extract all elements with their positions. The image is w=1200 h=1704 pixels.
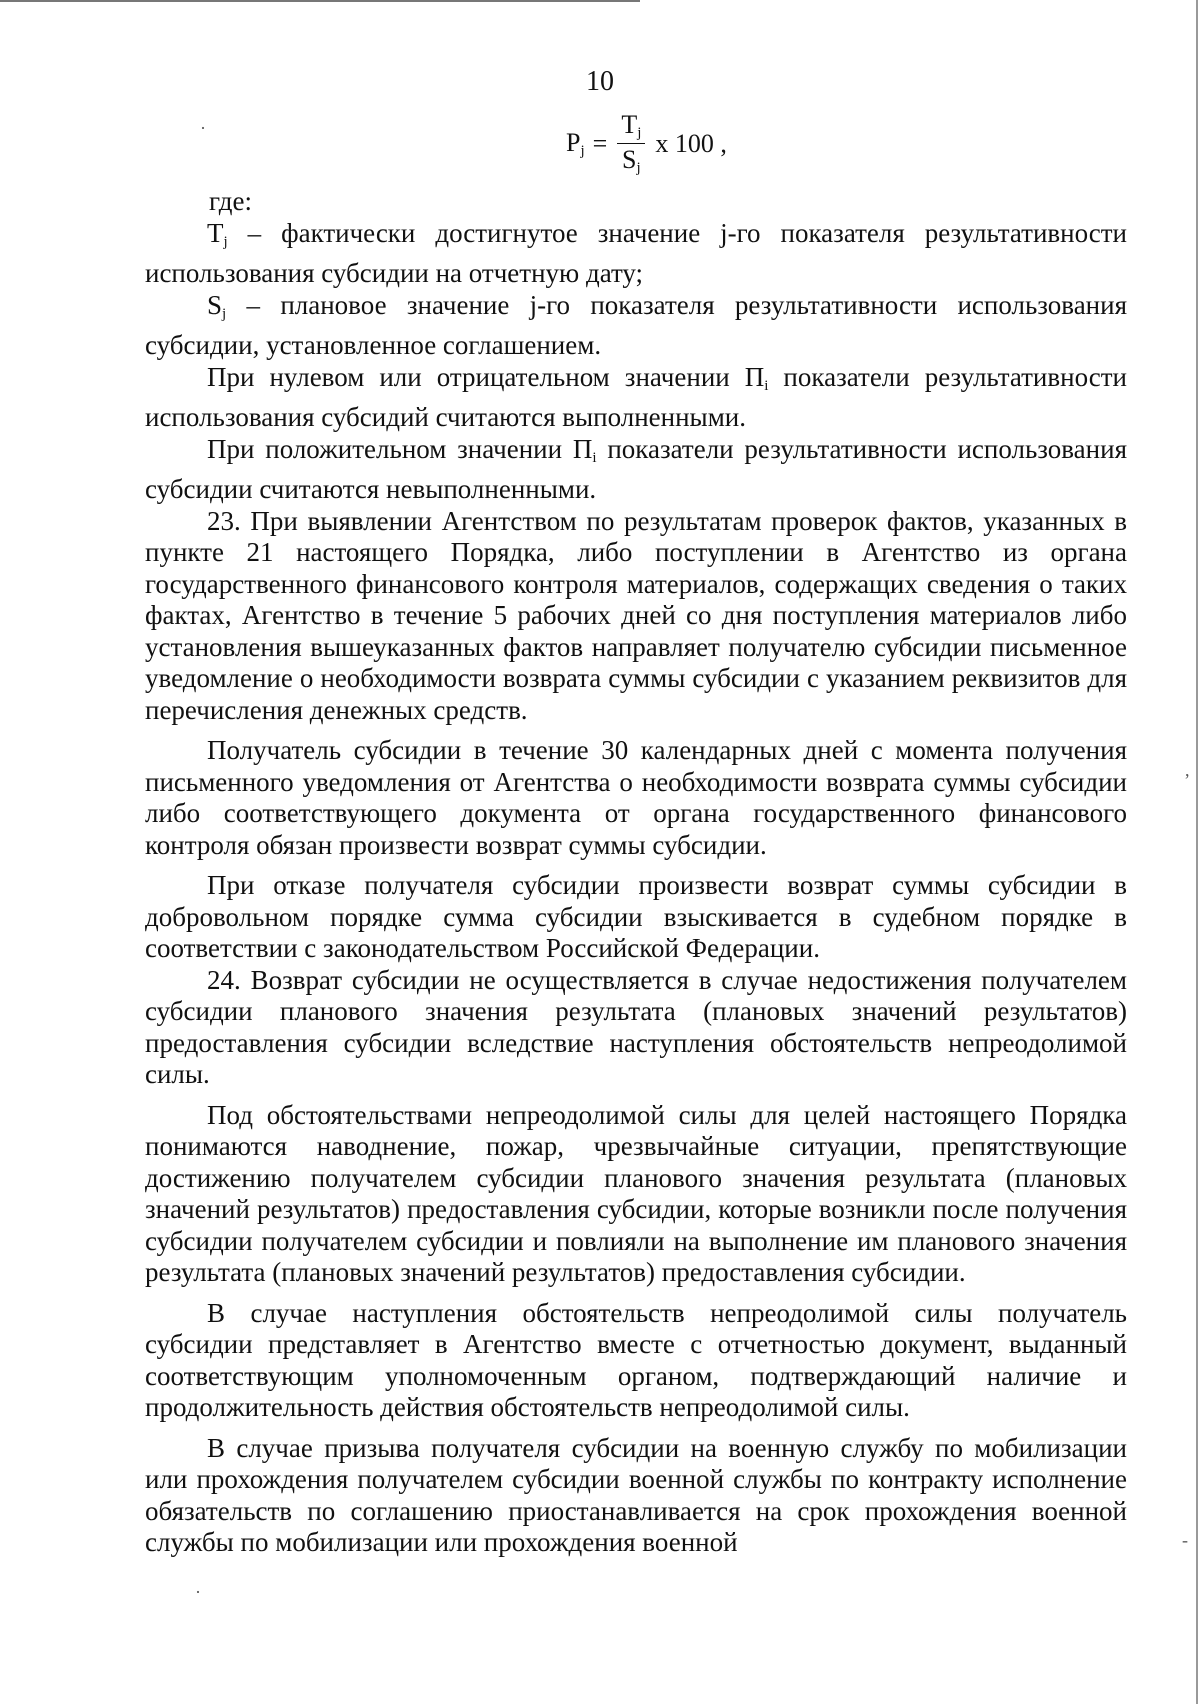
force-majeure-paragraph: Под обстоятельствами непреодолимой силы для целей настоящего Порядка понимаются наводнение, пожар, чрезвычайные ситуации, препятствующие достижению получателем субсидии планового значения результата (плановых значений результатов) предоставления субсидии, которые возникли после получения субсидии получателем субсидии и повлияли на выполнение им планового значения результата (плановых значений результатов) предоставления субсидии. [145, 1099, 1127, 1287]
formula-equals: = [592, 128, 608, 158]
scan-right-edge [1196, 0, 1198, 1704]
recipient-paragraph: Получатель субсидии в течение 30 календарных дней с момента получения письменного уведомления от Агентства о необходимости возврата суммы субсидии либо соответствующего документа от органа государственного финансового контроля обязан произвести возврат суммы субсидии. [145, 735, 1127, 860]
scan-speck: - [1182, 1530, 1188, 1550]
military-service-paragraph: В случае призыва получателя субсидии на военную службу по мобилизации или прохождения получателем субсидии военной службы по контракту исполнение обязательств по соглашению приостанавливается на срок прохождения военной службы по мобилизации или прохождения военной [145, 1432, 1127, 1557]
clause-23: 23. При выявлении Агентством по результатам проверок фактов, указанных в пункте 21 настоящего Порядка, либо поступлении в Агентство из органа государственного финансового контроля материалов, содержащих сведения о таких фактах, Агентство в течение 5 рабочих дней со дня поступления материалов либо установления вышеуказанных фактов направляет получателю субсидии письменное уведомление о необходимости возврата суммы субсидии с указанием реквизитов для перечисления денежных средств. [145, 505, 1127, 725]
page-number: 10 [586, 66, 614, 97]
formula-numerator: $T_j$ [617, 110, 645, 144]
formula-fraction [617, 110, 645, 177]
document-body [145, 186, 1127, 1559]
formula-rhs: x 100 , [655, 128, 727, 158]
refusal-paragraph: При отказе получателя субсидии произвести возврат суммы субсидии в добровольном порядке сумма субсидии взыскивается в судебном порядке в соответствии с законодательством Российской Федерации. [145, 870, 1127, 963]
clause-24: 24. Возврат субсидии не осуществляется в случае недостижения получателем субсидии планового значения результата (плановых значений результатов) предоставления субсидии вследствие наступления обстоятельств непреодолимой силы. [145, 964, 1127, 1089]
sj-definition: $S_j$ – плановое значение j-го показателя результативности использования субсидии, установленное соглашением. [145, 289, 1127, 360]
scan-speck: , [1185, 760, 1190, 780]
performance-formula [566, 110, 727, 177]
force-majeure-occurrence-paragraph: В случае наступления обстоятельств непреодолимой силы получатель субсидии представляет в Агентство вместе с отчетностью документ, выданный соответствующим уполномоченным органом, подтверждающий наличие и продолжительность действия обстоятельств непреодолимой силы. [145, 1297, 1127, 1422]
scan-speck: · [195, 1582, 201, 1602]
formula-denominator: $S_j$ [622, 145, 641, 176]
formula-lhs: $P_j$ [566, 127, 585, 159]
where-label: где: [209, 186, 252, 216]
zero-value-paragraph: При нулевом или отрицательном значении $П_i$ показатели результативности использования субсидий считаются выполненными. [145, 361, 1127, 432]
scan-speck: · [200, 118, 206, 138]
scan-top-edge [0, 0, 640, 2]
positive-value-paragraph: При положительном значении $П_i$ показатели результативности использования субсидии считаются невыполненными. [145, 433, 1127, 504]
tj-definition: $T_j$ – фактически достигнутое значение j-го показателя результативности использования субсидии на отчетную дату; [145, 217, 1127, 288]
